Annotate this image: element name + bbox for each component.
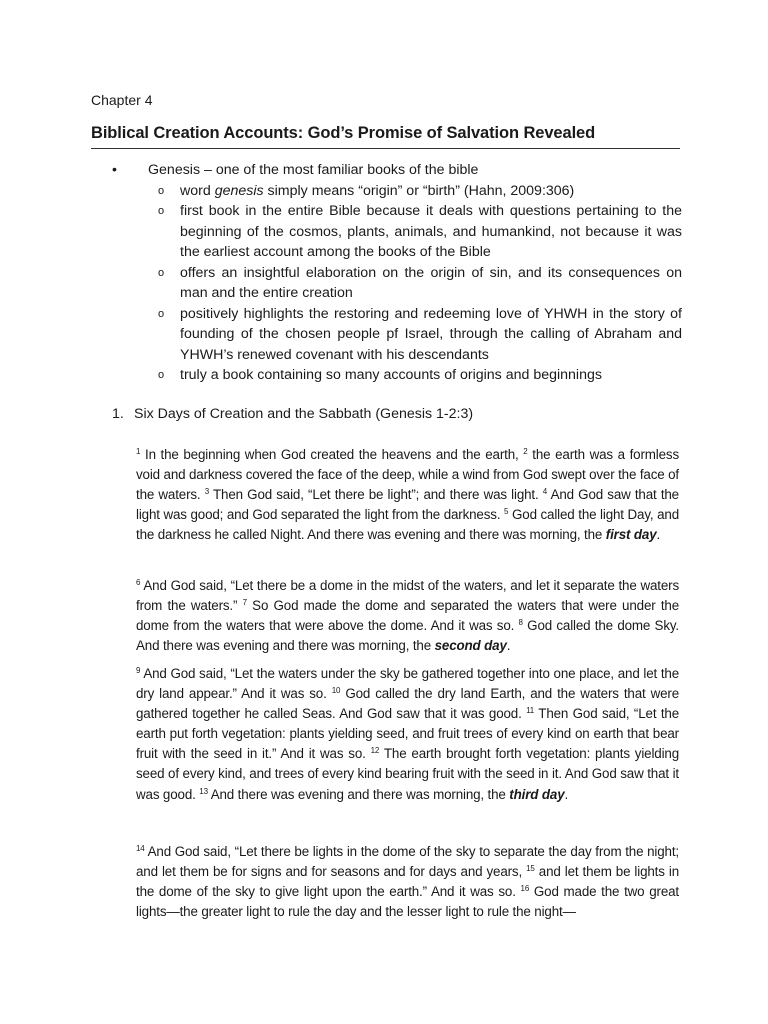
sub-bullet-marker: o <box>158 266 165 279</box>
sub-bullet-origins: o truly a book containing so many accounts of origins and beginnings <box>112 365 682 386</box>
verse-paragraph-day-1: $^1$ In the beginning when God created the heavens and the earth, $^2$ the earth was a formless void and darkness covered the face of the deep, while a wind from God swept over the face of the waters. $^3$ Then God said, “Let there be light”; and there was light. $^4$ And God saw that the light was good; and God separated the light from the darkness. $^5$ God called the light Day, and the darkness he called Night. And there was evening and there was morning, the first day. <box>136 447 679 543</box>
bullet-genesis-text: Genesis – one of the most familiar books of the bible <box>148 162 479 178</box>
sub-bullet-marker: o <box>158 205 165 217</box>
sub-bullet-first-book: o first book in the entire Bible because it deals with questions pertaining to the beginning of the cosmos, plants, animals, and humankind, not because it was the earliest account among the books of the Bible <box>158 203 682 260</box>
chapter-title: Biblical Creation Accounts: God’s Promise of Salvation Revealed <box>91 124 680 149</box>
sub-bullet-meaning: o word genesis simply means “origin” or “birth” (Hahn, 2009:306) <box>112 181 682 202</box>
genesis-emphasis: genesis <box>214 182 264 199</box>
second-day-emphasis: second day <box>434 638 507 654</box>
chapter-label: Chapter 4 <box>91 92 153 108</box>
section-heading <box>112 406 473 422</box>
sub-bullet-marker: o <box>158 307 165 320</box>
verse-paragraph-day-4: $^{14}$ And God said, “Let there be lights in the dome of the sky to separate the day from the night; and let them be for signs and for seasons and for days and years, $^{15}$ and let them be lights in the dome of the sky to give light upon the earth.” And it was so. $^{16}$ God made the two great lights—the greater light to rule the day and the lesser light to rule the night— <box>136 844 679 920</box>
first-day-emphasis: first day <box>605 527 657 543</box>
sub-bullet-marker: o <box>158 369 165 381</box>
sub-bullet-marker: o <box>158 184 165 197</box>
sub-bullet-redeeming-love: o positively highlights the restoring and redeeming love of YHWH in the story of founding of the chosen people pf Israel, through the calling of Abraham and YHWH’s renewed covenant with his descendants <box>158 305 682 363</box>
bullet-marker: • <box>112 162 117 178</box>
third-day-emphasis: third day <box>509 786 565 802</box>
genesis-bullet-list <box>112 160 682 386</box>
bullet-genesis <box>112 160 682 181</box>
verse-paragraph-day-2: $^6$ And God said, “Let there be a dome in the midst of the waters, and let it separate the waters from the waters.” $^7$ So God made the dome and separated the waters that were under the dome from the waters that were above the dome. And it was so. $^8$ God called the dome Sky. And there was evening and there was morning, the second day. <box>136 578 679 654</box>
sub-bullet-origin-of-sin: o offers an insightful elaboration on the origin of sin, and its consequences on man and the entire creation <box>158 264 682 301</box>
sub-bullet-list <box>112 181 682 386</box>
section-number: 1. <box>112 406 124 422</box>
section-title: Six Days of Creation and the Sabbath (Genesis 1-2:3) <box>134 406 474 422</box>
verse-paragraph-day-3: $^9$ And God said, “Let the waters under the sky be gathered together into one place, and let the dry land appear.” And it was so. $^{10}$ God called the dry land Earth, and the waters that were gathered together he called Seas. And God saw that it was good. $^{11}$ Then God said, “Let the earth put forth vegetation: plants yielding seed, and fruit trees of every kind on earth that bear fruit with the seed in it.” And it was so. $^{12}$ The earth brought forth vegetation: plants yielding seed of every kind, and trees of every kind bearing fruit with the seed in it. And God saw that it was good. $^{13}$ And there was evening and there was morning, the third day. <box>136 666 679 802</box>
